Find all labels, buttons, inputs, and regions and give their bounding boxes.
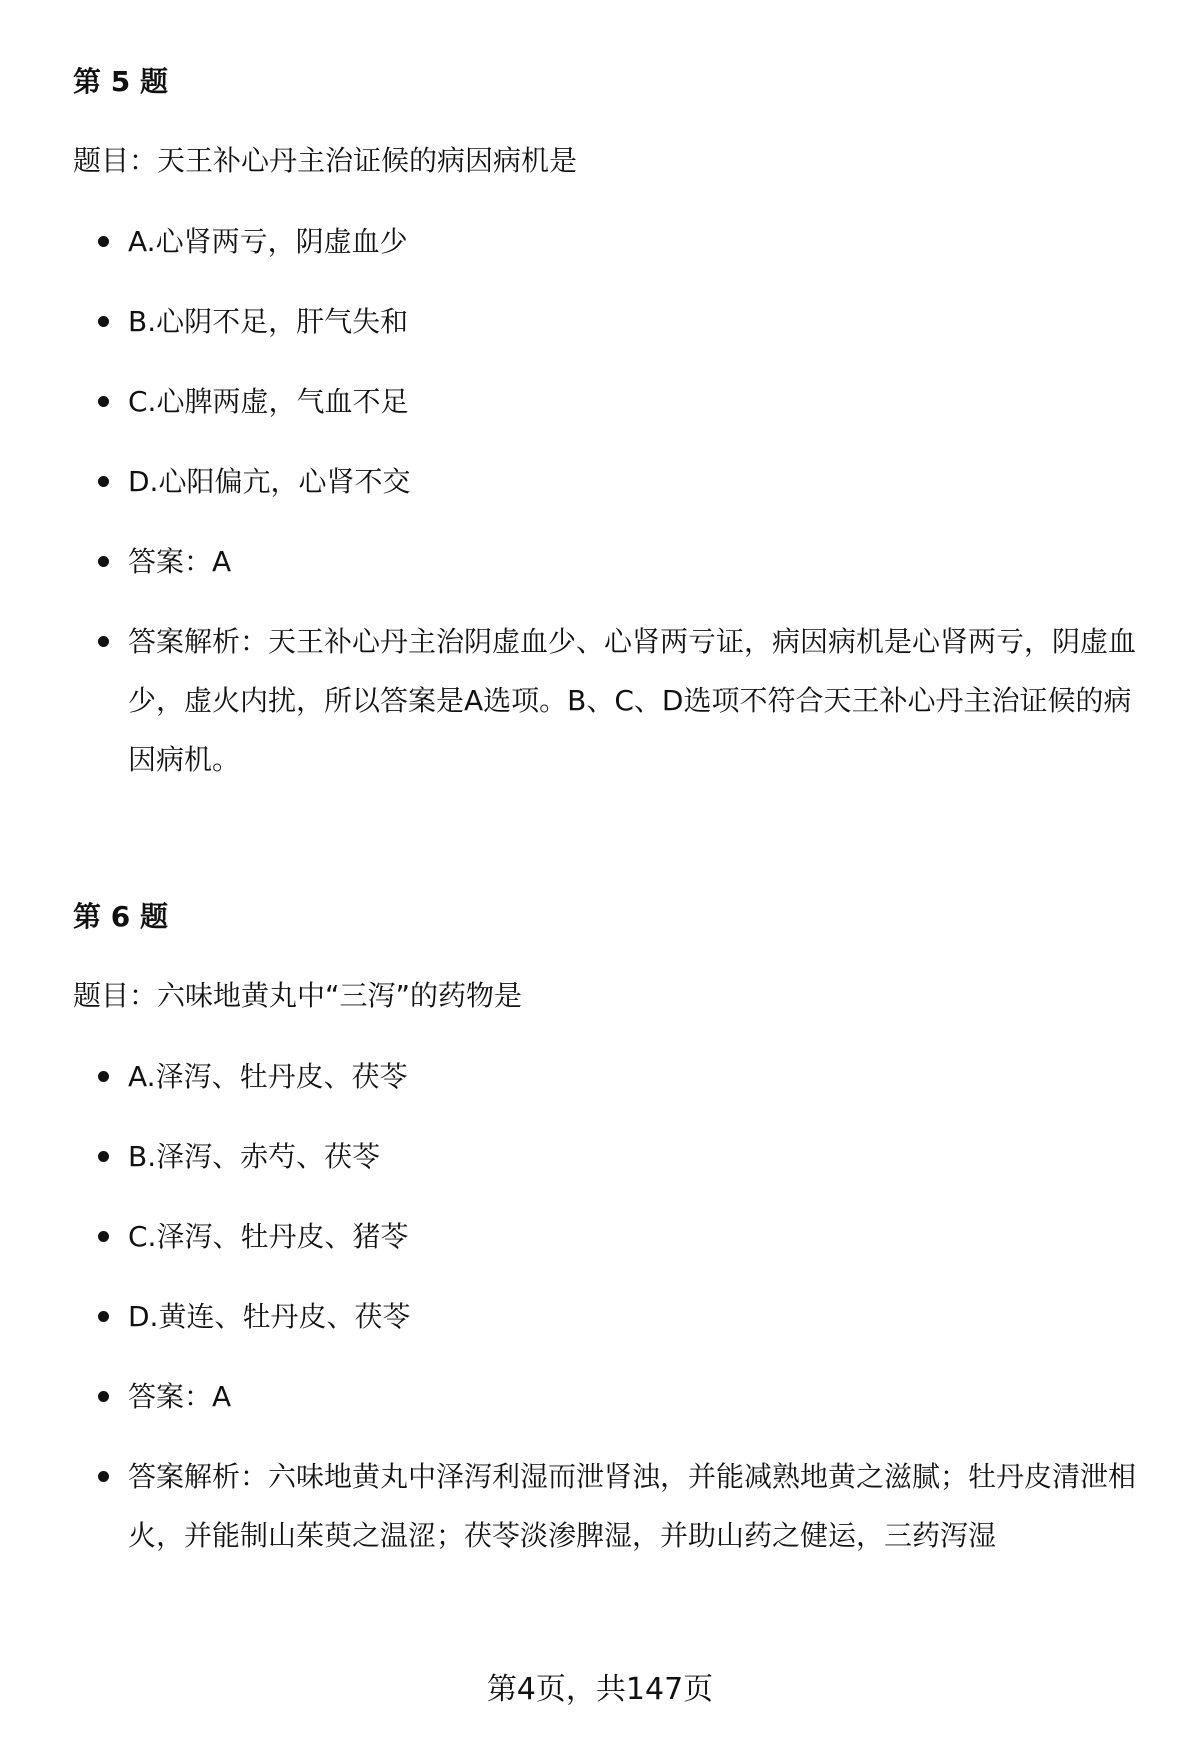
question-5-explanation: 答案解析：天王补心丹主治阴虚血少、心肾两亏证，病因病机是心肾两亏，阴虚血少，虚火内扰，所以答案是A选项。B、C、D选项不符合天王补心丹主治证候的病因病机。 — [98, 612, 1148, 789]
bullet-dot-icon — [98, 236, 109, 247]
bullet-dot-icon — [98, 1391, 109, 1402]
bullet-dot-icon — [98, 636, 109, 647]
question-5-heading: 第 5 题 — [73, 65, 168, 98]
question-6-option-c: C.泽泻、牡丹皮、猪苓 — [98, 1207, 1148, 1266]
bullet-dot-icon — [98, 1151, 109, 1162]
question-5-answer: 答案：A — [98, 532, 1148, 591]
question-5-option-d: D.心阳偏亢，心肾不交 — [98, 452, 1148, 511]
question-6-option-b: B.泽泻、赤芍、茯苓 — [98, 1127, 1148, 1186]
bullet-dot-icon — [98, 556, 109, 567]
question-6-answer: 答案：A — [98, 1367, 1148, 1426]
question-5-option-a: A.心肾两亏，阴虚血少 — [98, 212, 1148, 271]
question-6-explanation: 答案解析：六味地黄丸中泽泻利湿而泄肾浊，并能减熟地黄之滋腻；牡丹皮清泄相火，并能制山茱萸之温涩；茯苓淡渗脾湿，并助山药之健运，三药泻湿 — [98, 1447, 1148, 1565]
bullet-dot-icon — [98, 1071, 109, 1082]
question-6-option-d: D.黄连、牡丹皮、茯苓 — [98, 1287, 1148, 1346]
question-5-option-b: B.心阴不足，肝气失和 — [98, 292, 1148, 351]
page-number-footer: 第4页，共147页 — [486, 1672, 714, 1707]
bullet-dot-icon — [98, 1231, 109, 1242]
question-6-option-a: A.泽泻、牡丹皮、茯苓 — [98, 1047, 1148, 1106]
question-6-stem: 题目：六味地黄丸中“三泻”的药物是 — [73, 979, 523, 1012]
question-5-option-c: C.心脾两虚，气血不足 — [98, 372, 1148, 431]
question-6-heading: 第 6 题 — [73, 900, 168, 933]
bullet-dot-icon — [98, 396, 109, 407]
bullet-dot-icon — [98, 476, 109, 487]
bullet-dot-icon — [98, 1471, 109, 1482]
question-5-stem: 题目：天王补心丹主治证候的病因病机是 — [73, 144, 578, 177]
bullet-dot-icon — [98, 1311, 109, 1322]
bullet-dot-icon — [98, 316, 109, 327]
